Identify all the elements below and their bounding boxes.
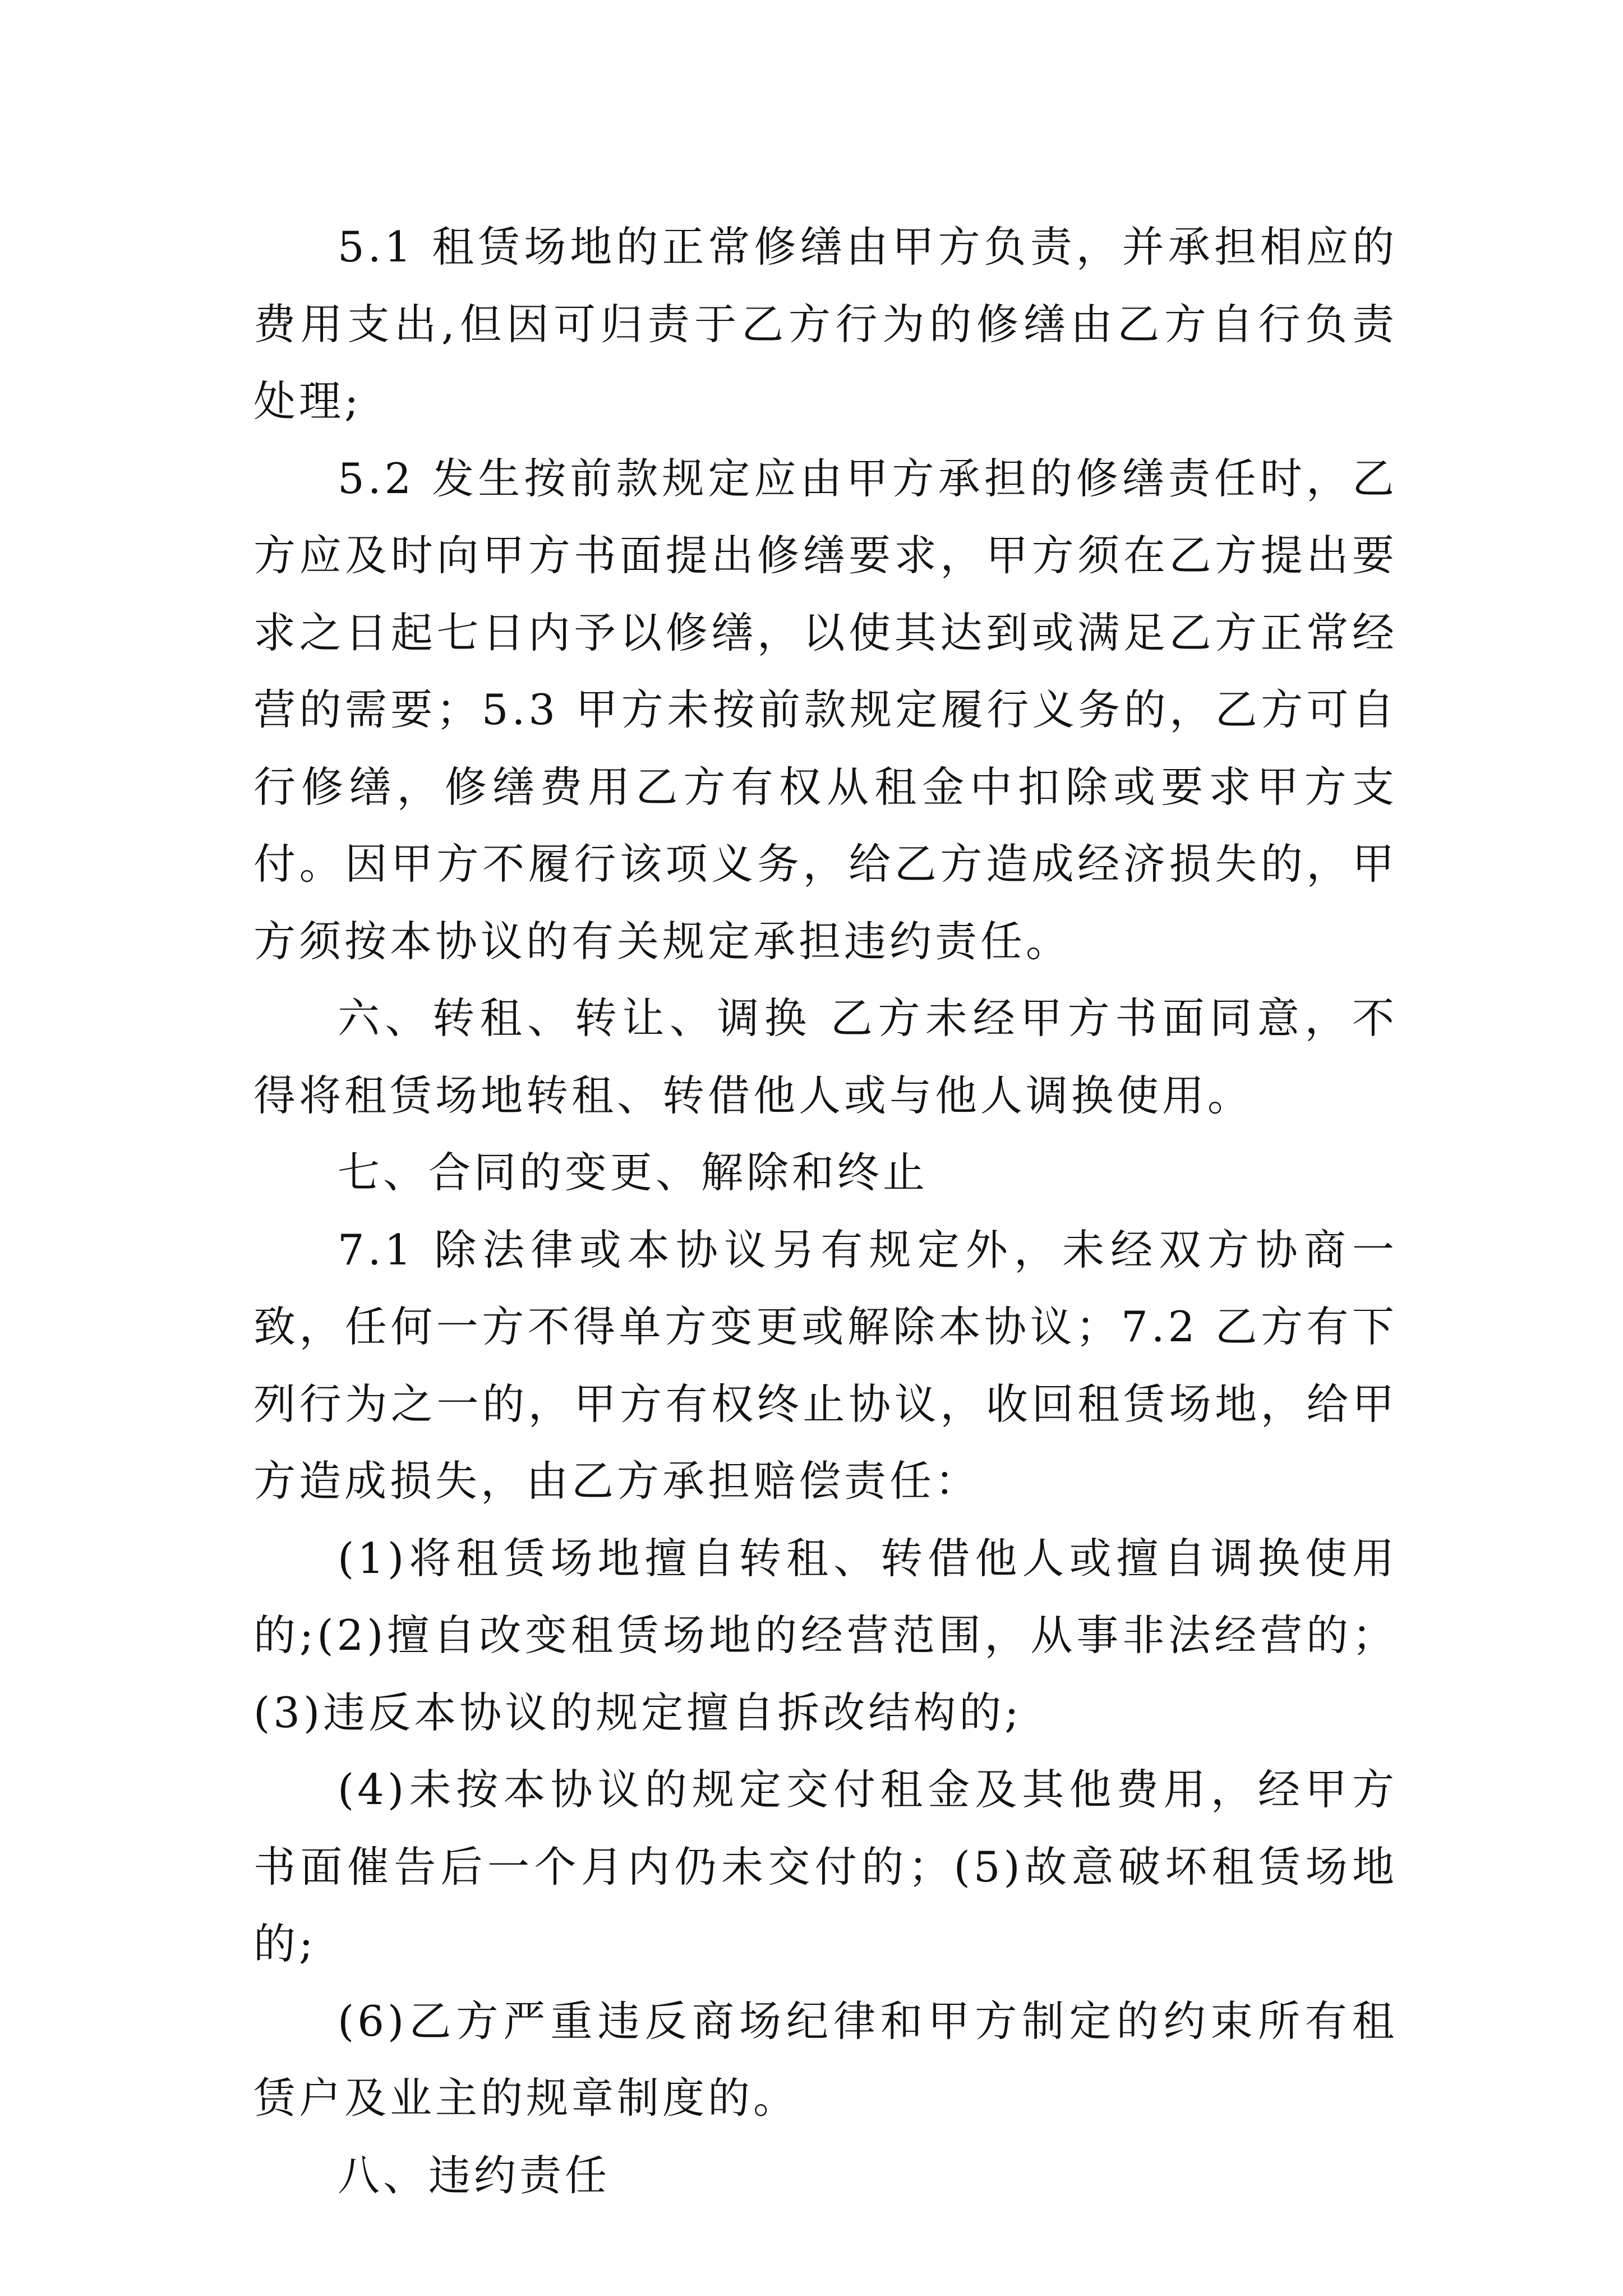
paragraph-items-4-5: (4)未按本协议的规定交付租金及其他费用，经甲方书面催告后一个月内仍未交付的；(5)故意破坏租赁场地的; xyxy=(253,1765,1398,1968)
paragraph-section-6: 六、转租、转让、调换 乙方未经甲方书面同意，不得将租赁场地转租、转借他人或与他人调换使用。 xyxy=(253,993,1398,1120)
document-body xyxy=(253,209,1398,2214)
heading-section-8: 八、违约责任 xyxy=(338,2150,611,2200)
paragraph-5-2-5-3: 5.2 发生按前款规定应由甲方承担的修缮责任时，乙方应及时向甲方书面提出修缮要求，甲方须在乙方提出要求之日起七日内予以修缮，以使其达到或满足乙方正常经营的需要；5.3 甲方未按前款规定履行义务的，乙方可自行修缮，修缮费用乙方有权从租金中扣除或要求甲方支付。因甲方不履行该项义务，给乙方造成经济损失的，甲方须按本协议的有关规定承担违约责任。 xyxy=(253,453,1398,966)
paragraph-7-1-7-2: 7.1 除法律或本协议另有规定外，未经双方协商一致，任何一方不得单方变更或解除本协议；7.2 乙方有下列行为之一的，甲方有权终止协议，收回租赁场地，给甲方造成损失，由乙方承担赔偿责任： xyxy=(253,1225,1398,1506)
heading-section-7: 七、合同的变更、解除和终止 xyxy=(338,1148,929,1197)
paragraph-items-1-3: (1)将租赁场地擅自转租、转借他人或擅自调换使用的;(2)擅自改变租赁场地的经营范围，从事非法经营的；(3)违反本协议的规定擅自拆改结构的; xyxy=(253,1533,1398,1737)
paragraph-item-6: (6)乙方严重违反商场纪律和甲方制定的约束所有租赁户及业主的规章制度的。 xyxy=(253,1996,1398,2123)
paragraph-5-1: 5.1 租赁场地的正常修缮由甲方负责，并承担相应的费用支出,但因可归责于乙方行为的修缮由乙方自行负责处理; xyxy=(253,222,1398,426)
